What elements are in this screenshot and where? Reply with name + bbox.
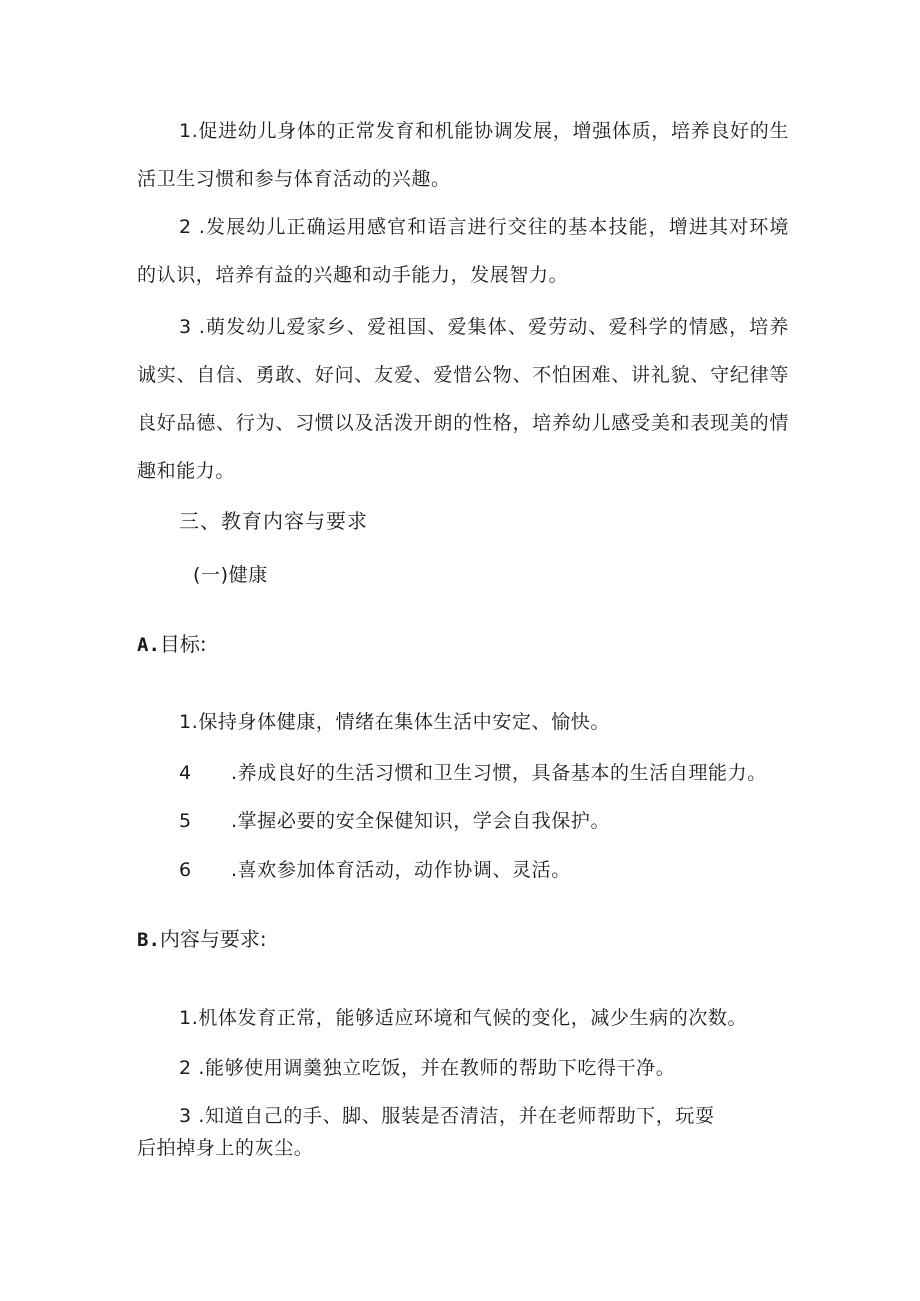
goal-paragraph-1: [137, 107, 789, 203]
part-b-letter: B: [137, 929, 149, 951]
part-b-item-text: 机体发育正常，能够适应环境和气候的变化，减少生病的次数。: [198, 1007, 748, 1029]
part-b-dot: .: [148, 929, 160, 951]
part-a-item-4-number: 6: [179, 859, 192, 881]
part-a-item-3-number: 5: [179, 810, 192, 832]
part-a-item-2-number: 4: [179, 762, 192, 784]
goal-number-1: 1.: [179, 120, 199, 142]
goal-text-3: 萌发幼儿爱家乡、爱祖国、爱集体、爱劳动、爱科学的情感，培养诚实、自信、勇敢、好问、友爱、爱惜公物、不怕困难、讲礼貌、守纪律等良好品德、行为、习惯以及活泼开朗的性格，培养幼儿感受美和表现美的情趣和能力。: [137, 316, 790, 482]
part-b-item-text: 能够使用调羹独立吃饭，并在教师的帮助下吃得干净。: [204, 1057, 676, 1079]
part-a-item-4-text: .喜欢参加体育活动，动作协调、灵活。: [231, 859, 571, 881]
goal-number-3: 3 .: [179, 316, 206, 338]
part-a-item-text: 保持身体健康，情绪在集体生活中安定、愉快。: [198, 711, 610, 733]
part-a-letter: A: [137, 634, 149, 656]
part-b-item-number: 2 .: [179, 1057, 205, 1079]
part-a-dot: .: [148, 634, 160, 656]
part-b-item-3-continuation: 后拍掉身上的灰尘。: [137, 1137, 314, 1159]
goal-text-1: 促进幼儿身体的正常发育和机能协调发展，增强体质，培养良好的生活卫生习惯和参与体育活动的兴趣。: [137, 120, 789, 190]
part-b-item-1: [179, 1003, 747, 1033]
goal-paragraph-2: [137, 203, 789, 299]
part-b-item-text: 知道自己的手、脚、服装是否清洁，并在老师帮助下，玩耍: [204, 1105, 715, 1127]
part-b-item-number: 1.: [179, 1007, 199, 1029]
part-a-item-1: [179, 707, 610, 737]
part-a-item-2-text: .养成良好的生活习惯和卫生习惯，具备基本的生活自理能力。: [231, 762, 767, 784]
part-a-label: [137, 629, 207, 660]
part-b-label: [137, 924, 267, 955]
subsection-title: (一)健康: [193, 564, 268, 586]
part-b-item-2: [179, 1053, 675, 1083]
goal-text-2: 发展幼儿正确运用感官和语言进行交往的基本技能，增进其对环境的认识，培养有益的兴趣和动手能力，发展智力。: [137, 216, 790, 286]
goal-paragraph-3: [137, 303, 789, 495]
section-title: 三、教育内容与要求: [179, 509, 368, 533]
part-b-title: 内容与要求:: [159, 927, 267, 951]
goal-number-2: 2 .: [179, 216, 206, 238]
part-a-title: 目标:: [159, 632, 207, 656]
part-a-item-number: 1.: [179, 711, 199, 733]
part-a-item-3-text: .掌握必要的安全保健知识，学会自我保护。: [231, 810, 611, 832]
part-b-item-number: 3 .: [179, 1105, 205, 1127]
part-b-item-3: [179, 1101, 715, 1131]
